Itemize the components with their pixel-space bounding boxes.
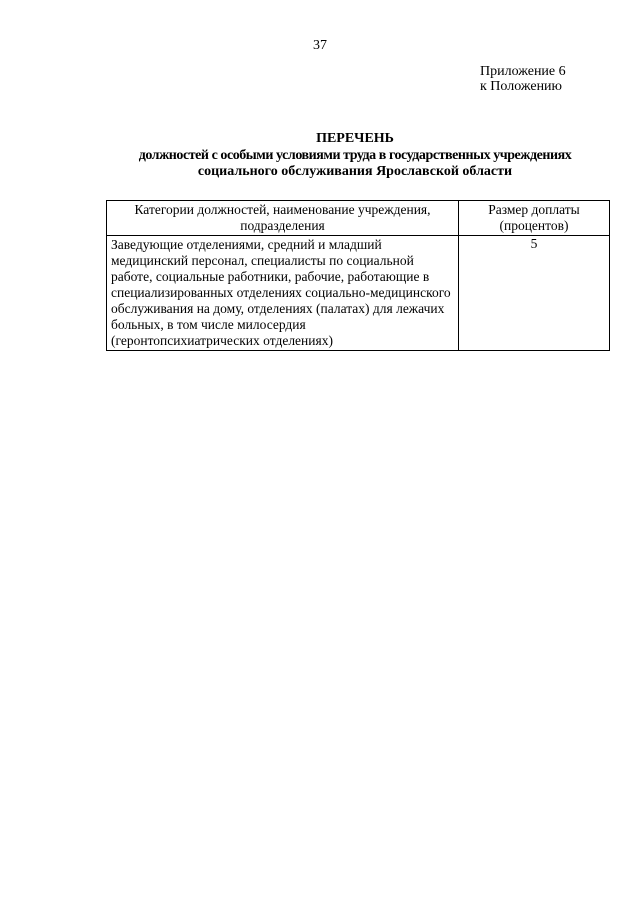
document-title bbox=[100, 131, 610, 180]
title-heading: ПЕРЕЧЕНЬ bbox=[316, 131, 394, 146]
header-category: Категории должностей, наименование учреждения, подразделения bbox=[107, 201, 459, 236]
cell-rate: 5 bbox=[459, 236, 610, 351]
positions-table bbox=[106, 200, 610, 351]
cell-category: Заведующие отделениями, средний и младший медицинский персонал, специалисты по социальной работе, социальные работники, рабочие, работающие в специализированных отделениях социально-медицинского обслуживания на дому, отделениях (палатах) для лежачих больных, в том числе милосердия (геронтопсихиатрических отделениях) bbox=[107, 236, 459, 351]
header-rate: Размер доплаты (процентов) bbox=[459, 201, 610, 236]
title-subtitle-line-1: должностей с особыми условиями труда в государственных учреждениях bbox=[138, 148, 572, 163]
annex-line-regulation: к Положению bbox=[480, 79, 563, 94]
table-header-row bbox=[107, 201, 610, 236]
annex-reference bbox=[480, 64, 566, 94]
annex-line-appendix: Приложение 6 bbox=[480, 64, 566, 79]
title-subtitle-line-2: социального обслуживания Ярославской области bbox=[197, 164, 513, 179]
page-number: 37 bbox=[313, 38, 327, 53]
table-row bbox=[107, 236, 610, 351]
